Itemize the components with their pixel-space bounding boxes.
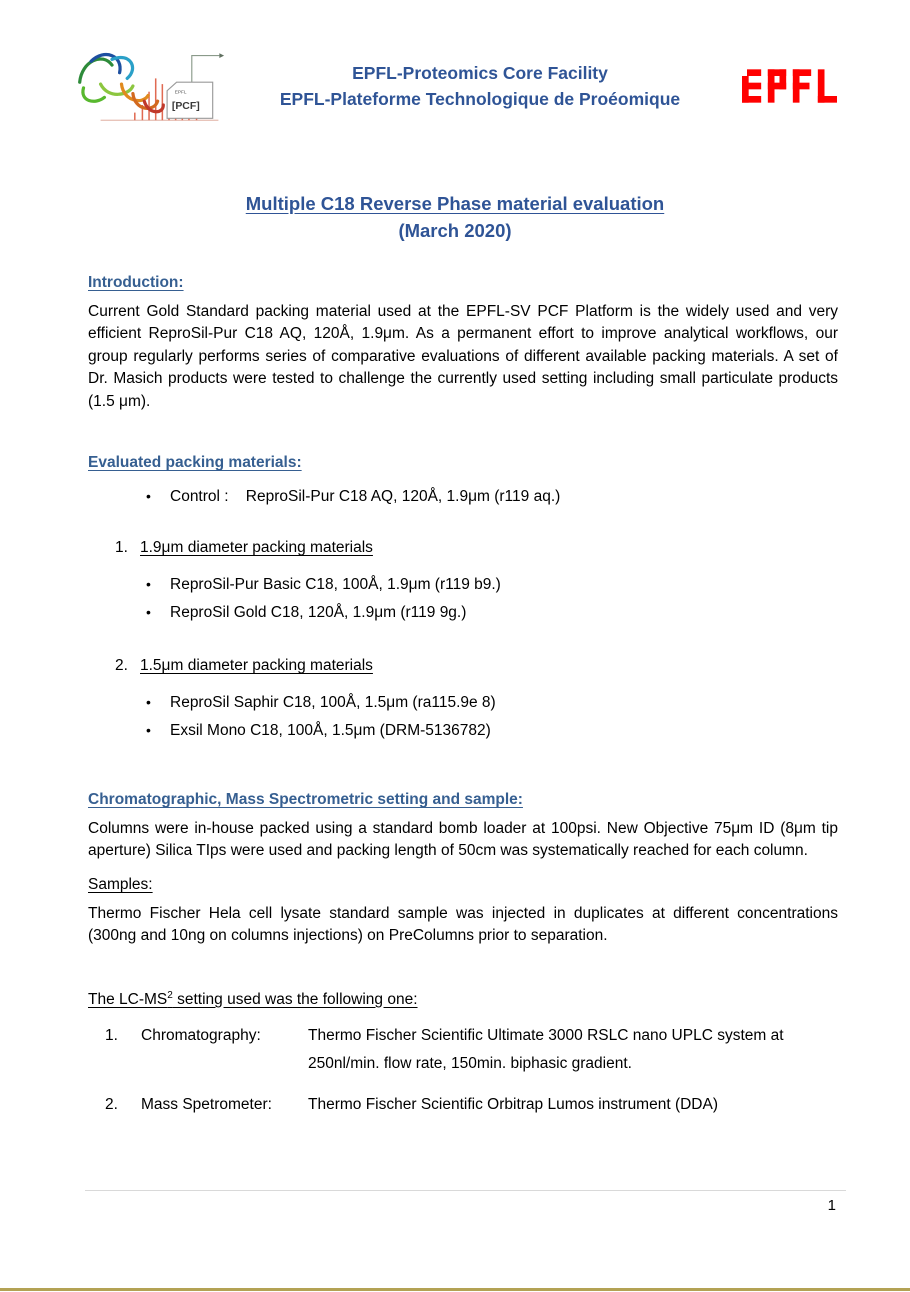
lcms-setting-heading — [88, 991, 838, 1009]
samples-paragraph: Thermo Fischer Hela cell lysate standard sample was injected in duplicates at different concentrations (300ng and 10ng on columns injections) on PreColumns prior to separation. — [88, 904, 838, 945]
page-subtitle: (March 2020) — [398, 220, 512, 241]
item-number: 1. — [105, 1026, 118, 1044]
section-heading-evaluated-materials: Evaluated packing materials: — [88, 454, 302, 472]
lcms-item-chromatography — [88, 1022, 838, 1078]
packing-group-1 — [88, 537, 838, 558]
bullet-icon: • — [146, 488, 151, 505]
page-title: Multiple C18 Reverse Phase material evaluation — [245, 193, 665, 214]
section-heading-chromatographic: Chromatographic, Mass Spectrometric setting and sample: — [88, 791, 523, 809]
packing-list-item — [88, 720, 838, 741]
lcms-heading-superscript: 2 — [167, 989, 173, 1001]
packing-item-text: ReproSil-Pur Basic C18, 100Å, 1.9μm (r119 b9.) — [170, 576, 501, 594]
document-header — [0, 0, 910, 126]
group-title: 1.5μm diameter packing materials — [140, 657, 373, 675]
bullet-icon: • — [146, 576, 151, 593]
group-number: 2. — [115, 657, 128, 675]
header-title-line1: EPFL-Proteomics Core Facility — [352, 63, 608, 83]
packing-item-text: ReproSil Gold C18, 120Å, 1.9μm (r119 9g.) — [170, 604, 467, 622]
introduction-paragraph: Current Gold Standard packing material used at the EPFL-SV PCF Platform is the widely used and very efficient ReproSil-Pur C18 AQ, 120Å, 1.9μm. As a permanent effort to improve analytical workflows, our group regularly performs series of comparative evaluations of different available packing materials. A set of Dr. Masich products were tested to challenge the currently used setting including small particulate products (1.5 μm). — [88, 303, 838, 410]
packing-list-item — [88, 692, 838, 713]
item-value: Thermo Fischer Scientific Orbitrap Lumos instrument (DDA) — [308, 1095, 719, 1113]
page-edge-bar — [0, 1288, 910, 1291]
bullet-icon: • — [146, 694, 151, 711]
pcf-logo-small-text: EPFL — [174, 90, 187, 96]
footer-divider — [85, 1190, 846, 1191]
samples-heading: Samples: — [88, 875, 153, 893]
lcms-item-mass-spectrometer — [88, 1091, 838, 1119]
page-title-block — [0, 190, 910, 244]
page-number: 1 — [827, 1197, 836, 1214]
packing-group-2 — [88, 655, 838, 676]
item-label: Chromatography: — [141, 1026, 261, 1044]
pcf-logo-label: [PCF] — [171, 100, 200, 112]
item-value: Thermo Fischer Scientific Ultimate 3000 RSLC nano UPLC system at 250nl/min. flow rate, 150min. biphasic gradient. — [308, 1026, 784, 1072]
packing-list-item — [88, 602, 838, 623]
item-number: 2. — [105, 1095, 118, 1113]
chromatographic-paragraph: Columns were in-house packed using a standard bomb loader at 100psi. New Objective 75μm ID (8μm tip aperture) Silica TIps were used and packing length of 50cm was systematically reached for each column. — [88, 820, 838, 860]
packing-list-item — [88, 574, 838, 595]
packing-item-text: ReproSil Saphir C18, 100Å, 1.5μm (ra115.9e 8) — [170, 694, 496, 712]
bullet-icon: • — [146, 722, 151, 739]
header-title-line2: EPFL-Plateforme Technologique de Proéomique — [279, 89, 681, 109]
section-heading-introduction: Introduction: — [88, 274, 184, 291]
group-title: 1.9μm diameter packing materials — [140, 539, 373, 557]
lcms-heading-pre: The LC-MS — [88, 990, 168, 1008]
item-label: Mass Spetrometer: — [141, 1095, 272, 1113]
epfl-logo-icon — [734, 69, 842, 103]
group-number: 1. — [115, 539, 128, 557]
document-body — [0, 274, 910, 1119]
pcf-logo-icon — [74, 46, 226, 126]
pcf-logo — [74, 46, 226, 126]
header-title — [234, 60, 726, 112]
bullet-icon: • — [146, 604, 151, 621]
control-item-text: Control : ReproSil-Pur C18 AQ, 120Å, 1.9μm (r119 aq.) — [170, 488, 561, 506]
lcms-heading-post: setting used was the following one: — [172, 990, 418, 1008]
packing-item-text: Exsil Mono C18, 100Å, 1.5μm (DRM-5136782) — [170, 722, 491, 740]
control-list-item — [88, 486, 838, 507]
